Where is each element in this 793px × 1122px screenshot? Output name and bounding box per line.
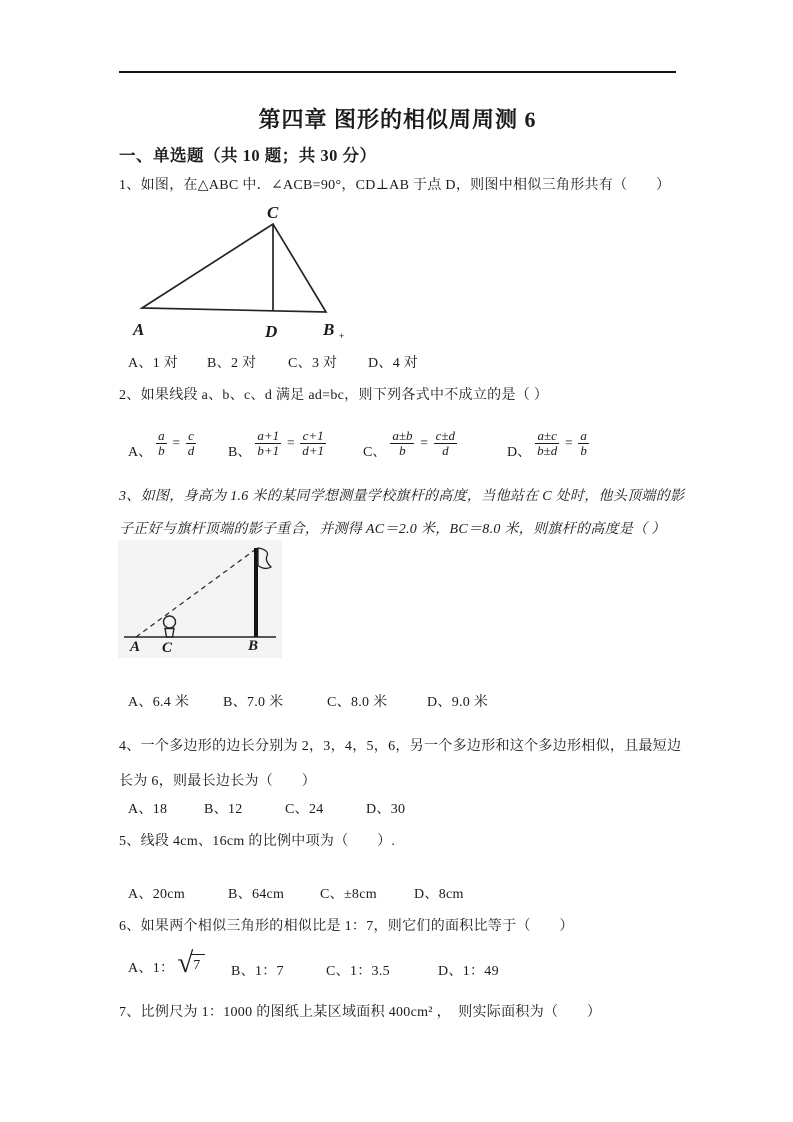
fraction: $\frac{c}{d}$ (187, 427, 195, 458)
option-c: C、8.0 米 (327, 695, 388, 710)
option-label: A、 (128, 444, 153, 460)
equals-sign: = (564, 435, 574, 450)
question-2-option-b (228, 428, 326, 458)
option-b: B、2 对 (207, 356, 257, 371)
question-1-options (0, 352, 793, 374)
header-rule (119, 71, 676, 73)
fraction: $\frac{a}{b}$ (580, 427, 587, 458)
option-c: C、3 对 (288, 356, 338, 371)
question-6-options (0, 960, 793, 982)
option-b: B、12 (204, 802, 243, 817)
question-6-text: 6、如果两个相似三角形的相似比是 1：7，则它们的面积比等于（ ） (119, 919, 574, 934)
option-a: A、18 (128, 802, 168, 817)
question-7-text: 7、比例尺为 1：1000 的图纸上某区域面积 400cm² ， 则实际面积为（ ） (119, 1005, 602, 1020)
question-3-options (0, 691, 793, 713)
option-label: B、 (228, 444, 252, 460)
question-5-options (0, 883, 793, 905)
option-b: B、64cm (228, 887, 285, 902)
option-b: B、7.0 米 (223, 695, 284, 710)
fraction: $\frac{c\pm d}{d}$ (435, 427, 456, 458)
option-c: C、±8cm (320, 887, 377, 902)
triangle-vertex-label-c: C (267, 203, 279, 222)
sqrt-radical-icon: √ (177, 947, 194, 979)
question-3-text-line1: 3、如图，身高为 1.6 米的某同学想测量学校旗杆的高度，当他站在 C 处时，他头顶端的影 (119, 489, 685, 504)
triangle-abc-outline (142, 224, 326, 312)
point-label-a: A (130, 639, 141, 655)
section-heading: 一、单选题（共 10 题；共 30 分） (119, 146, 377, 165)
fraction: $\frac{c+1}{d+1}$ (302, 427, 325, 458)
option-d: D、30 (366, 802, 406, 817)
question-5-text: 5、线段 4cm、16cm 的比例中项为（ ）. (119, 834, 396, 849)
triangle-vertex-label-a: A (133, 320, 145, 339)
fraction: $\frac{a}{b}$ (158, 427, 165, 458)
question-3-flagpole-diagram (118, 540, 282, 658)
triangle-b-subscript-mark: + (339, 331, 345, 341)
option-a: A、20cm (128, 887, 186, 902)
question-4-options (0, 798, 793, 820)
option-b: B、1：7 (231, 964, 284, 979)
fraction: $\frac{a+1}{b+1}$ (257, 427, 280, 458)
question-2-option-c (363, 428, 457, 458)
option-c: C、1：3.5 (326, 964, 390, 979)
question-1-triangle-diagram (118, 196, 358, 348)
triangle-vertex-label-d: D (265, 322, 278, 341)
question-2-text: 2、如果线段 a、b、c、d 满足 ad=bc，则下列各式中不成立的是（ ） (119, 388, 549, 403)
point-label-c: C (162, 640, 173, 656)
option-d: D、9.0 米 (427, 695, 489, 710)
option-a: A、6.4 米 (128, 695, 190, 710)
question-3-text-line2: 子正好与旗杆顶端的影子重合，并测得 AC＝2.0 米，BC＝8.0 米，则旗杆的高度是（ ） (119, 522, 666, 537)
question-2-option-a (128, 428, 196, 458)
option-a: A、1 对 (128, 356, 179, 371)
question-4-text-line1: 4、一个多边形的边长分别为 2，3，4，5，6，另一个多边形和这个多边形相似，且最短边 (119, 739, 682, 754)
equals-sign: = (286, 435, 296, 450)
point-label-b: B (248, 638, 259, 654)
fraction: $\frac{a\pm c}{b\pm d}$ (537, 427, 558, 458)
page-title: 第四章 图形的相似周周测 6 (258, 107, 537, 132)
sqrt-radicand: 7 (191, 954, 205, 978)
question-2-option-d (507, 428, 589, 458)
fraction: $\frac{a\pm b}{b}$ (392, 427, 413, 458)
equals-sign: = (171, 435, 181, 450)
triangle-vertex-label-b: B (323, 320, 335, 339)
equals-sign: = (419, 435, 429, 450)
option-c: C、24 (285, 802, 324, 817)
question-4-text-line2: 长为 6，则最长边长为（ ） (119, 774, 316, 789)
question-1-text: 1、如图，在△ABC 中．∠ACB=90°，CD⊥AB 于点 D，则图中相似三角形共有（ ） (119, 178, 671, 193)
option-d: D、8cm (414, 887, 464, 902)
option-label: D、 (507, 444, 532, 460)
option-label: C、 (363, 444, 387, 460)
option-d: D、1：49 (438, 964, 499, 979)
option-d: D、4 对 (368, 356, 419, 371)
option-label: A、1： (128, 961, 175, 976)
